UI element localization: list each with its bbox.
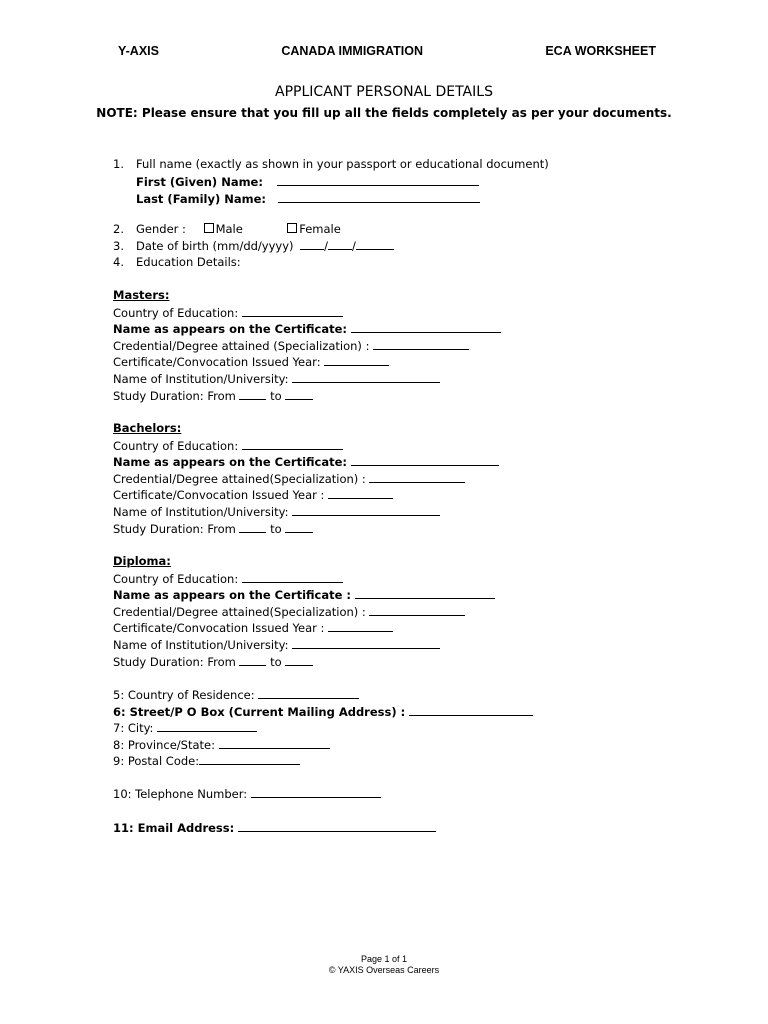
- province-field[interactable]: [219, 737, 330, 749]
- q4-number: 4.: [113, 255, 124, 269]
- postal-code-field[interactable]: [199, 753, 300, 765]
- diploma-year-label: Certificate/Convocation Issued Year :: [113, 621, 325, 635]
- header-center: CANADA IMMIGRATION: [281, 44, 423, 58]
- address-label: 6: Street/P O Box (Current Mailing Address) :: [113, 705, 406, 719]
- diploma-institution-label: Name of Institution/University:: [113, 638, 289, 652]
- masters-institution-field[interactable]: [292, 371, 440, 383]
- residence-field[interactable]: [258, 687, 359, 699]
- dob-label: Date of birth (mm/dd/yyyy): [136, 239, 294, 253]
- diploma-country-label: Country of Education:: [113, 572, 239, 586]
- masters-country-field[interactable]: [242, 305, 343, 317]
- address-field[interactable]: [409, 704, 533, 716]
- bachelors-institution-label: Name of Institution/University:: [113, 505, 289, 519]
- education-label: Education Details:: [136, 255, 241, 269]
- masters-year-label: Certificate/Convocation Issued Year:: [113, 355, 321, 369]
- first-name-field[interactable]: [277, 174, 479, 186]
- copyright: © YAXIS Overseas Careers: [328, 965, 440, 975]
- diploma-name-row: [113, 587, 495, 602]
- gender-row: [113, 222, 341, 236]
- education-row: [113, 255, 241, 269]
- postal-code-label: 9: Postal Code:: [113, 754, 200, 768]
- male-option[interactable]: [204, 222, 284, 236]
- masters-credential-field[interactable]: [373, 338, 469, 350]
- bachelors-credential-row: [113, 471, 465, 486]
- q3-number: 3.: [113, 239, 124, 253]
- bachelors-country-row: [113, 438, 343, 453]
- diploma-credential-field[interactable]: [369, 604, 465, 616]
- masters-country-label: Country of Education:: [113, 306, 239, 320]
- page-footer: [0, 954, 768, 976]
- header-left: Y-AXIS: [118, 44, 159, 58]
- bachelors-name-field[interactable]: [351, 454, 499, 466]
- female-checkbox[interactable]: [287, 223, 297, 233]
- bachelors-duration-row: [113, 521, 313, 536]
- postal-code-row: [113, 753, 300, 768]
- city-field[interactable]: [157, 720, 257, 732]
- note-text: NOTE: Please ensure that you fill up all the fields completely as per your documents.: [96, 106, 672, 120]
- page-header: [118, 44, 656, 58]
- province-label: 8: Province/State:: [113, 738, 215, 752]
- diploma-credential-row: [113, 604, 465, 619]
- bachelors-institution-field[interactable]: [292, 504, 440, 516]
- city-label: 7: City:: [113, 721, 154, 735]
- masters-name-row: [113, 321, 501, 336]
- bachelors-country-label: Country of Education:: [113, 439, 239, 453]
- masters-name-label: Name as appears on the Certificate:: [113, 322, 348, 336]
- gender-label: Gender :: [136, 222, 186, 236]
- city-row: [113, 720, 257, 735]
- bachelors-year-field[interactable]: [328, 487, 393, 499]
- masters-duration-label: Study Duration: From: [113, 389, 236, 403]
- address-row: [113, 704, 533, 719]
- bachelors-name-label: Name as appears on the Certificate:: [113, 455, 348, 469]
- bachelors-year-row: [113, 487, 393, 502]
- masters-to-label: to: [270, 389, 282, 403]
- masters-year-field[interactable]: [324, 354, 389, 366]
- bachelors-to-label: to: [270, 522, 282, 536]
- diploma-to-field[interactable]: [285, 654, 313, 666]
- masters-country-row: [113, 305, 343, 320]
- first-name-label: First (Given) Name:: [136, 175, 263, 189]
- masters-to-field[interactable]: [285, 388, 313, 400]
- diploma-year-field[interactable]: [328, 620, 393, 632]
- page-number: Page 1 of 1: [360, 954, 408, 964]
- diploma-institution-field[interactable]: [292, 637, 440, 649]
- masters-institution-label: Name of Institution/University:: [113, 372, 289, 386]
- dob-month-field[interactable]: [300, 238, 324, 250]
- bachelors-year-label: Certificate/Convocation Issued Year :: [113, 488, 325, 502]
- bachelors-heading: Bachelors:: [113, 421, 182, 435]
- q1-row: [113, 157, 549, 171]
- q1-label: Full name (exactly as shown in your passport or educational document): [136, 157, 549, 171]
- diploma-credential-label: Credential/Degree attained(Specialization) :: [113, 605, 366, 619]
- masters-institution-row: [113, 371, 440, 386]
- diploma-to-label: to: [270, 655, 282, 669]
- diploma-institution-row: [113, 637, 440, 652]
- masters-credential-row: [113, 338, 469, 353]
- last-name-row: [136, 191, 480, 206]
- male-checkbox[interactable]: [204, 223, 214, 233]
- telephone-row: [113, 786, 381, 801]
- province-row: [113, 737, 330, 752]
- diploma-name-label: Name as appears on the Certificate :: [113, 588, 352, 602]
- diploma-heading: Diploma:: [113, 554, 171, 568]
- page-title: APPLICANT PERSONAL DETAILS: [275, 84, 493, 100]
- telephone-label: 10: Telephone Number:: [113, 787, 248, 801]
- bachelors-name-row: [113, 454, 499, 469]
- email-row: [113, 820, 436, 835]
- last-name-field[interactable]: [278, 191, 480, 203]
- q1-number: 1.: [113, 157, 124, 171]
- email-field[interactable]: [238, 820, 436, 832]
- masters-from-field[interactable]: [239, 388, 266, 400]
- diploma-from-field[interactable]: [239, 654, 266, 666]
- q2-number: 2.: [113, 222, 124, 236]
- first-name-row: [136, 174, 479, 189]
- male-label: Male: [215, 222, 243, 236]
- masters-credential-label: Credential/Degree attained (Specialization) :: [113, 339, 370, 353]
- dob-year-field[interactable]: [356, 238, 394, 250]
- diploma-country-field[interactable]: [242, 571, 343, 583]
- female-label: Female: [299, 222, 341, 236]
- dob-day-field[interactable]: [328, 238, 352, 250]
- masters-name-field[interactable]: [351, 321, 501, 333]
- diploma-country-row: [113, 571, 343, 586]
- telephone-field[interactable]: [251, 786, 381, 798]
- bachelors-duration-label: Study Duration: From: [113, 522, 236, 536]
- residence-row: [113, 687, 359, 702]
- residence-label: 5: Country of Residence:: [113, 688, 255, 702]
- diploma-year-row: [113, 620, 393, 635]
- diploma-name-field[interactable]: [355, 587, 495, 599]
- masters-year-row: [113, 354, 389, 369]
- email-label: 11: Email Address:: [113, 821, 235, 835]
- diploma-duration-row: [113, 654, 313, 669]
- bachelors-institution-row: [113, 504, 440, 519]
- bachelors-credential-field[interactable]: [369, 471, 465, 483]
- last-name-label: Last (Family) Name:: [136, 192, 267, 206]
- masters-heading: Masters:: [113, 288, 170, 302]
- bachelors-to-field[interactable]: [285, 521, 313, 533]
- diploma-duration-label: Study Duration: From: [113, 655, 236, 669]
- masters-duration-row: [113, 388, 313, 403]
- dob-row: 3. Date of birth (mm/dd/yyyy) / /: [113, 238, 394, 253]
- header-right: ECA WORKSHEET: [545, 44, 656, 58]
- female-option[interactable]: [287, 222, 341, 236]
- bachelors-country-field[interactable]: [242, 438, 343, 450]
- bachelors-credential-label: Credential/Degree attained(Specialization) :: [113, 472, 366, 486]
- bachelors-from-field[interactable]: [239, 521, 266, 533]
